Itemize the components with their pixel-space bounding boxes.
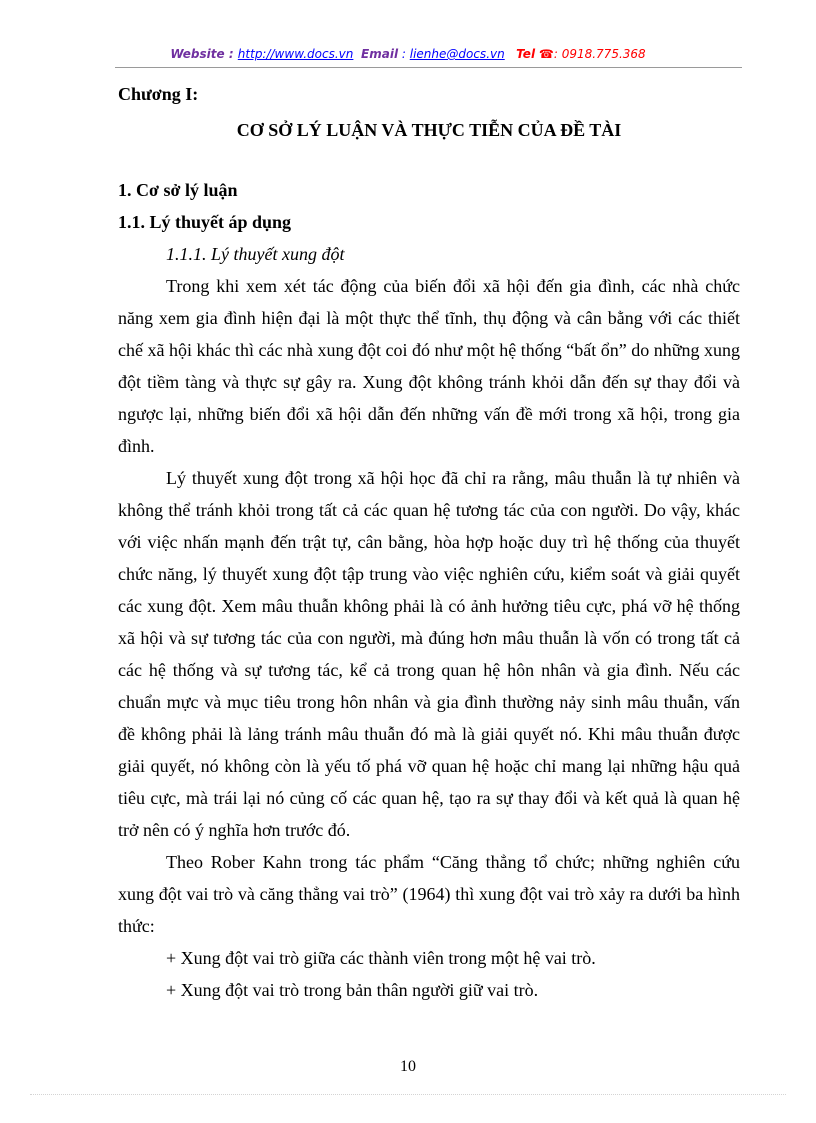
tel-value: ☎: 0918.775.368 xyxy=(538,47,646,61)
section-heading: 1. Cơ sở lý luận xyxy=(118,180,238,200)
page-bottom-divider xyxy=(30,1094,786,1095)
website-link[interactable]: http://www.docs.vn xyxy=(237,47,354,61)
bullet-item: + Xung đột vai trò trong bản thân người giữ vai trò. xyxy=(166,980,539,1000)
paragraph: Lý thuyết xung đột trong xã hội học đã chỉ ra rằng, mâu thuẫn là tự nhiên và không thể tránh khỏi trong tất cả các quan hệ tương tác của con người. Do vậy, khác với việc nhấn mạnh đến trật tự, cân bằng, hòa hợp hoặc duy trì hệ thống của thuyết chức năng, lý thuyết xung đột tập trung vào việc nghiên cứu, kiểm soát và giải quyết các xung đột. Xem mâu thuẫn không phải là có ảnh hưởng tiêu cực, phá vỡ hệ thống xã hội và sự tương tác của con người, mà đúng hơn mâu thuẫn là vốn có trong tất cả các hệ thống và sự tương tác, kể cả trong quan hệ hôn nhân và gia đình. Nếu các chuẩn mực và mục tiêu trong hôn nhân và gia đình thường nảy sinh mâu thuẫn, vấn đề không phải là lảng tránh mâu thuẫn đó mà là giải quyết nó. Khi mâu thuẫn được giải quyết, nó không còn là yếu tố phá vỡ quan hệ hoặc chỉ mang lại những hậu quả tiêu cực, mà trái lại nó củng cố các quan hệ, tạo ra sự thay đổi và kết quả là quan hệ trở nên có ý nghĩa hơn trước đó. xyxy=(118,468,740,840)
header-divider xyxy=(115,67,742,68)
chapter-heading: Chương I: xyxy=(118,84,199,104)
page-number: 10 xyxy=(400,1058,416,1075)
subsection-heading: 1.1. Lý thuyết áp dụng xyxy=(118,212,292,232)
email-label: Email xyxy=(361,47,399,61)
email-separator: : xyxy=(398,47,410,61)
subsubsection-heading: 1.1.1. Lý thuyết xung đột xyxy=(166,244,345,264)
email-link[interactable]: lienhe@docs.vn xyxy=(409,47,505,61)
document-body xyxy=(118,80,740,1006)
website-label: Website : xyxy=(170,47,238,61)
chapter-title: CƠ SỞ LÝ LUẬN VÀ THỰC TIỄN CỦA ĐỀ TÀI xyxy=(236,120,622,140)
paragraph: Theo Rober Kahn trong tác phẩm “Căng thẳng tổ chức; những nghiên cứu xung đột vai trò và căng thẳng vai trò” (1964) thì xung đột vai trò xảy ra dưới ba hình thức: xyxy=(118,852,740,936)
tel-label: Tel xyxy=(516,47,536,61)
page-header xyxy=(0,47,816,61)
paragraph: Trong khi xem xét tác động của biến đổi xã hội đến gia đình, các nhà chức năng xem gia đình hiện đại là một thực thể tĩnh, thụ động và cân bằng với các thiết chế xã hội khác thì các nhà xung đột coi đó như một hệ thống “bất ổn” do những xung đột tiềm tàng và thực sự gây ra. Xung đột không tránh khỏi dẫn đến sự thay đổi và ngược lại, những biến đổi xã hội dẫn đến những vấn đề mới trong xã hội, trong gia đình. xyxy=(118,276,740,456)
bullet-item: + Xung đột vai trò giữa các thành viên trong một hệ vai trò. xyxy=(166,948,596,968)
